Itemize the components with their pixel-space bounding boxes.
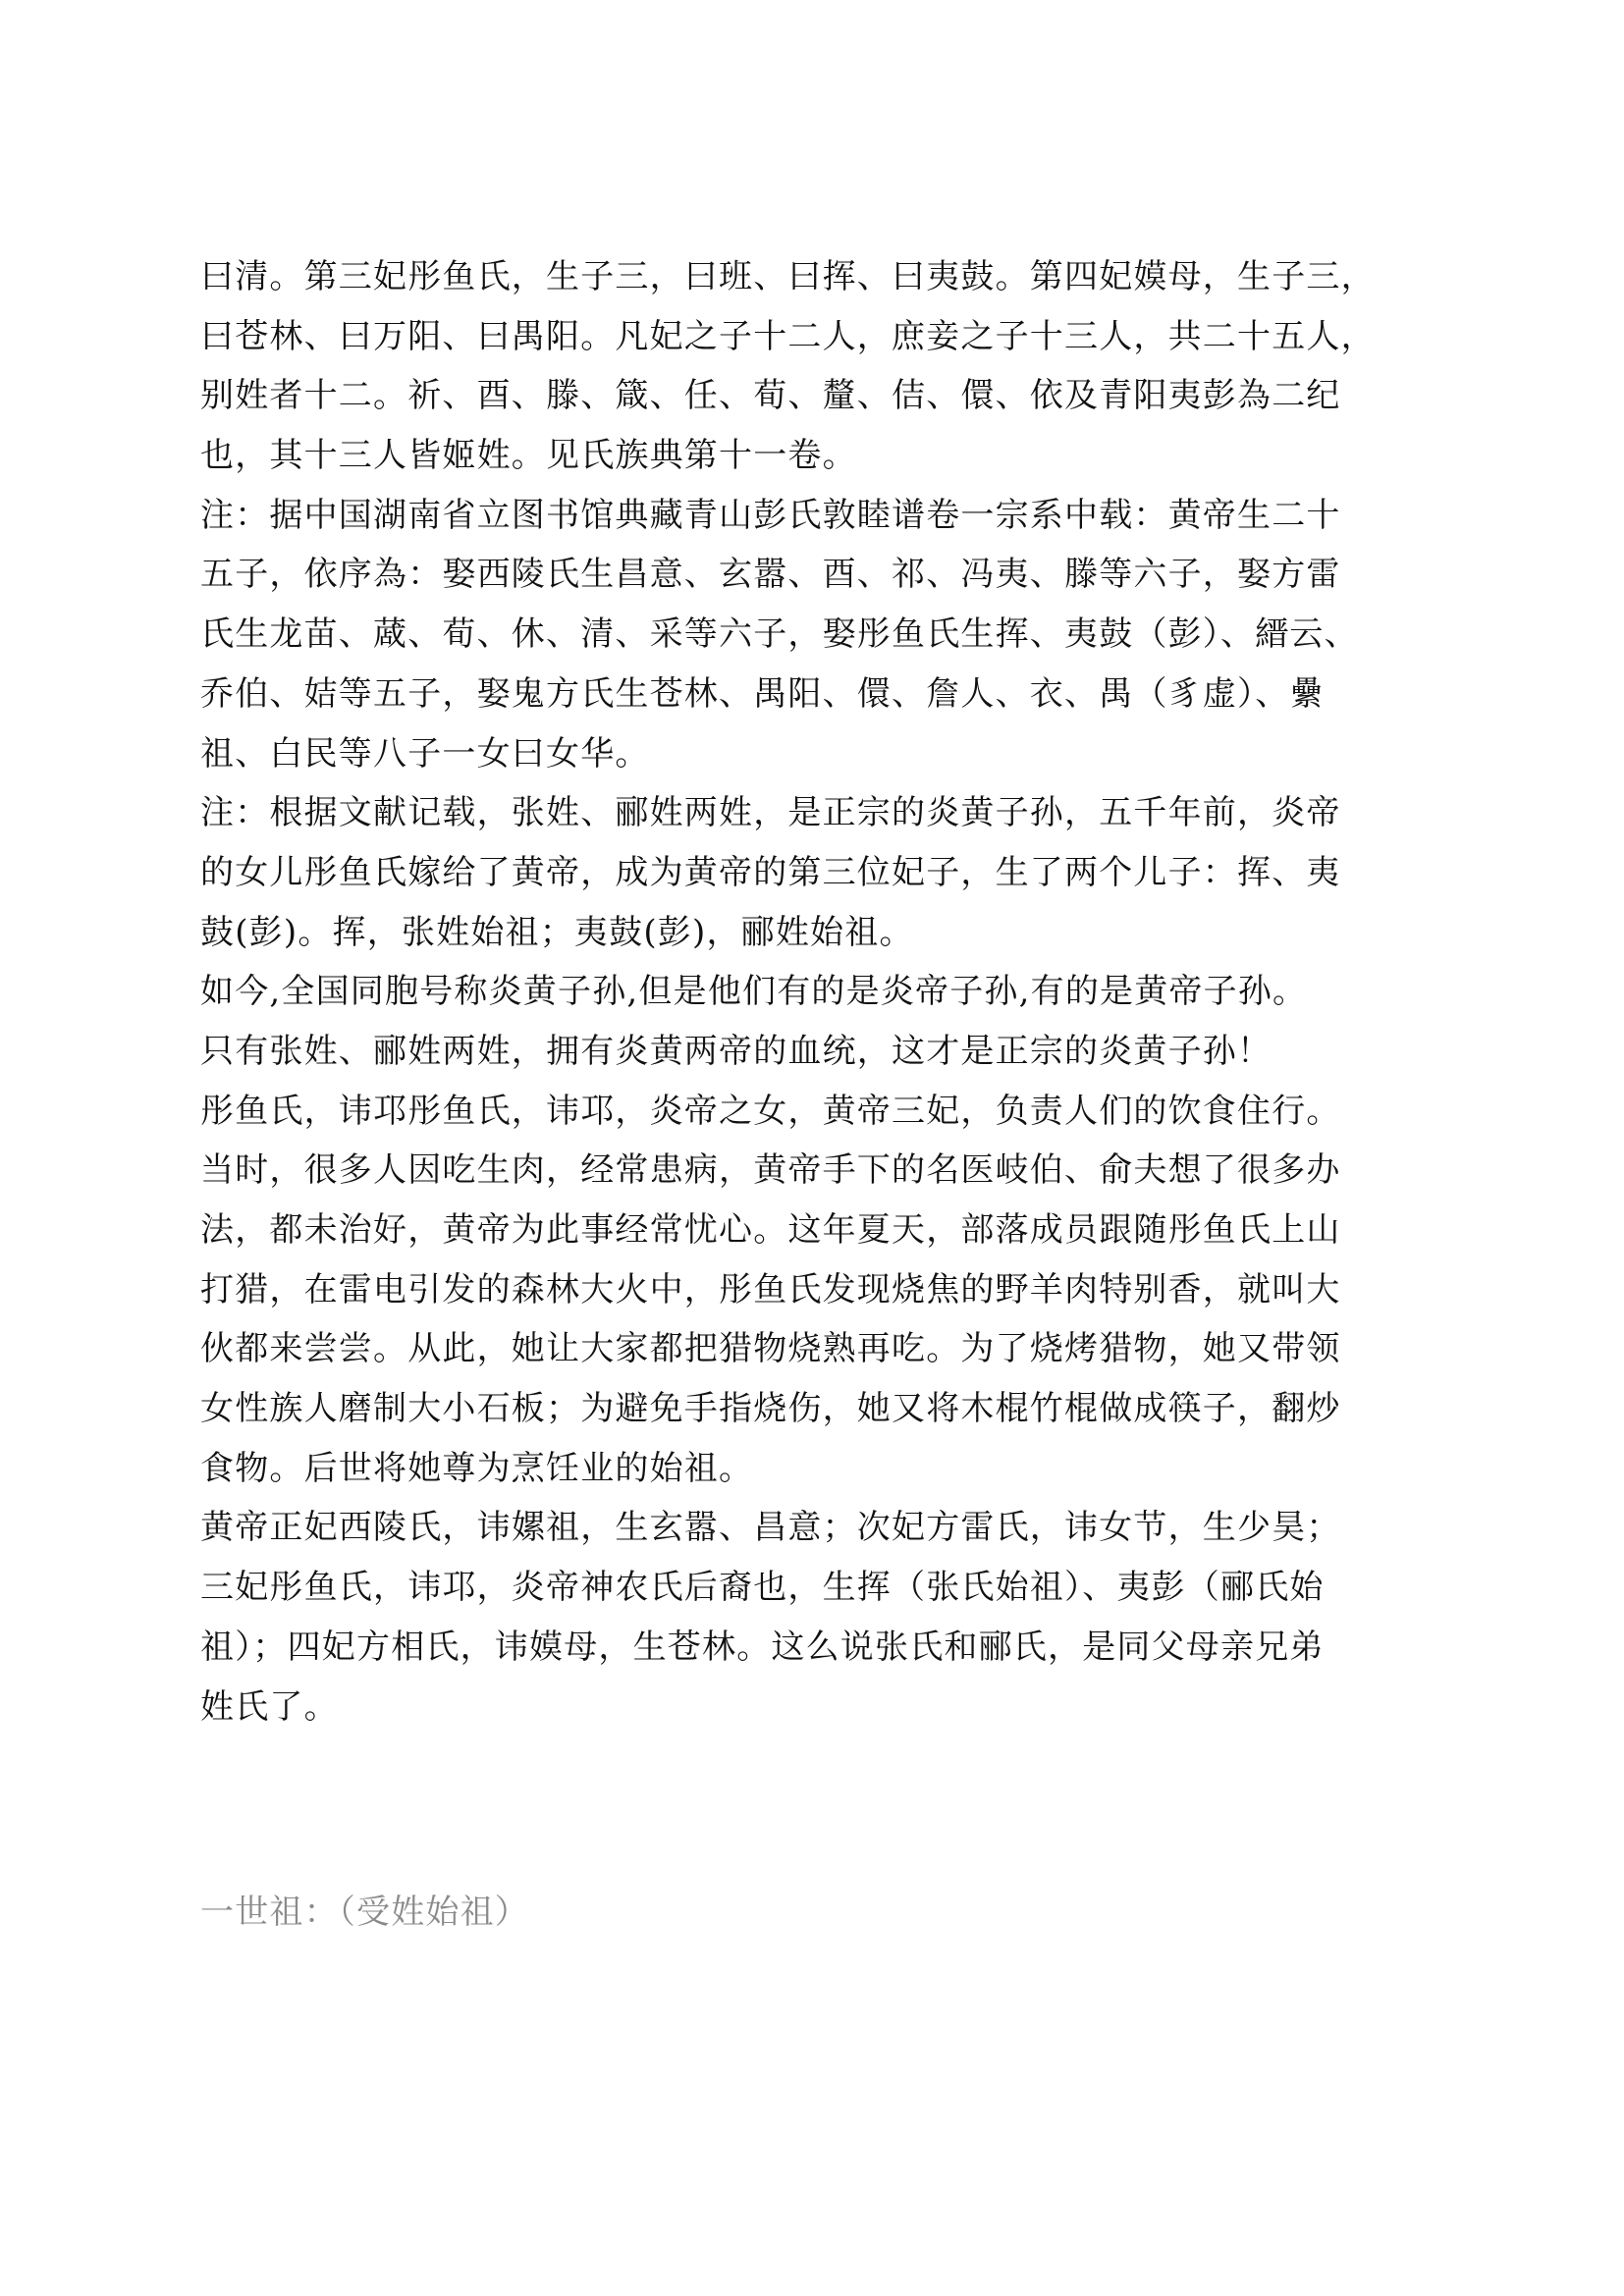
text-line: 如今,全国同胞号称炎黄子孙,但是他们有的是炎帝子孙,有的是黄帝子孙。 bbox=[200, 972, 1308, 1012]
text-line: 当时，很多人因吃生肉，经常患病，黄帝手下的名医岐伯、俞夫想了很多办 bbox=[200, 1150, 1341, 1191]
text-line: 姓氏了。 bbox=[200, 1686, 339, 1727]
text-line: 只有张姓、郦姓两姓，拥有炎黄两帝的血统，这才是正宗的炎黄子孙！ bbox=[200, 1031, 1272, 1071]
text-line: 伙都来尝尝。从此，她让大家都把猎物烧熟再吃。为了烧烤猎物，她又带领 bbox=[200, 1329, 1341, 1369]
text-line: 女性族人磨制大小石板；为避免手指烧伤，她又将木棍竹棍做成筷子，翻炒 bbox=[200, 1389, 1341, 1429]
text-line: 打猎，在雷电引发的森林大火中，彤鱼氏发现烧焦的野羊肉特别香，就叫大 bbox=[200, 1269, 1341, 1309]
text-line: 曰清。第三妃彤鱼氏，生子三，曰班、曰挥、曰夷鼓。第四妃嫫母，生子三， bbox=[200, 257, 1376, 296]
text-line: 祖）；四妃方相氏，讳嫫母，生苍林。这么说张氏和郦氏，是同父母亲兄弟 bbox=[200, 1627, 1325, 1667]
body-text bbox=[200, 247, 1467, 1736]
text-line: 五子，依序為：娶西陵氏生昌意、玄嚣、酉、祁、冯夷、滕等六子，娶方雷 bbox=[200, 555, 1341, 595]
text-line: 乔伯、姞等五子，娶鬼方氏生苍林、禺阳、儇、詹人、衣、禺（豸虚）、纍 bbox=[200, 673, 1325, 714]
text-line: 别姓者十二。祈、酉、滕、箴、任、荀、釐、佶、儇、依及青阳夷彭為二纪 bbox=[200, 376, 1341, 416]
section-heading: 一世祖：（受姓始祖） bbox=[200, 1893, 529, 1932]
text-line: 曰苍林、曰万阳、曰禺阳。凡妃之子十二人，庶妾之子十三人，共二十五人， bbox=[200, 316, 1376, 356]
text-line: 法，都未治好，黄帝为此事经常忧心。这年夏天，部落成员跟随彤鱼氏上山 bbox=[200, 1210, 1341, 1250]
text-line: 也，其十三人皆姬姓。见氏族典第十一卷。 bbox=[200, 436, 857, 476]
text-line: 注：据中国湖南省立图书馆典藏青山彭氏敦睦谱卷一宗系中载：黄帝生二十 bbox=[200, 495, 1341, 535]
text-line: 三妃彤鱼氏，讳邛，炎帝神农氏后裔也，生挥（张氏始祖）、夷彭（郦氏始 bbox=[200, 1568, 1325, 1608]
text-line: 彤鱼氏，讳邛彤鱼氏，讳邛，炎帝之女，黄帝三妃，负责人们的饮食住行。 bbox=[200, 1091, 1341, 1131]
text-line: 鼓(彭)。挥，张姓始祖；夷鼓(彭)，郦姓始祖。 bbox=[200, 912, 914, 952]
text-line: 食物。后世将她尊为烹饪业的始祖。 bbox=[200, 1448, 754, 1488]
text-line: 氏生龙苗、蒧、荀、休、清、采等六子，娶彤鱼氏生挥、夷鼓（彭）、縉云、 bbox=[200, 614, 1359, 655]
text-line: 黄帝正妃西陵氏，讳嫘祖，生玄嚣、昌意；次妃方雷氏，讳女节，生少昊； bbox=[200, 1508, 1341, 1548]
text-line: 祖、白民等八子一女曰女华。 bbox=[200, 733, 650, 774]
text-line: 的女儿彤鱼氏嫁给了黄帝，成为黄帝的第三位妃子，生了两个儿子：挥、夷 bbox=[200, 852, 1341, 892]
text-line: 注：根据文献记载，张姓、郦姓两姓，是正宗的炎黄子孙，五千年前，炎帝 bbox=[200, 793, 1341, 833]
